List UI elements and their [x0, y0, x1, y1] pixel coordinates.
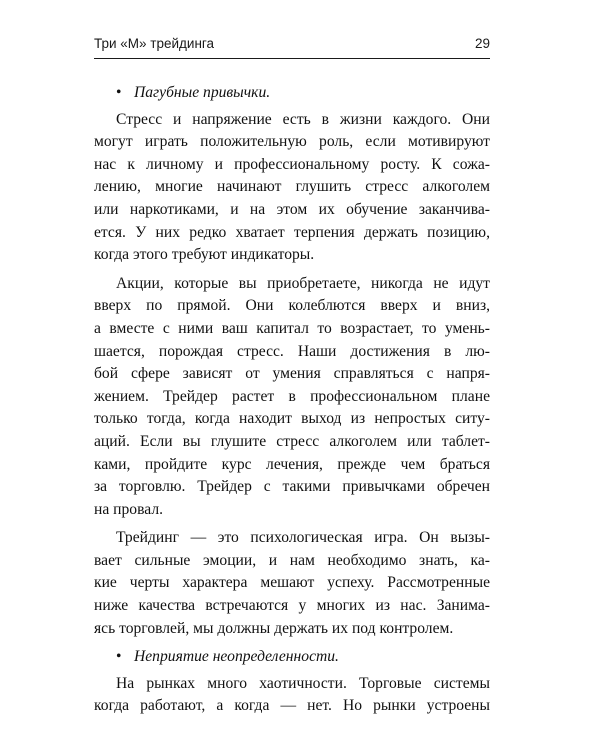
- bullet-icon: •: [116, 84, 122, 101]
- paragraph-line: только тогда, когда находит выход из непростых ситу-: [94, 410, 490, 428]
- paragraph-line: за торговлю. Трейдер с такими привычками обречен: [94, 478, 490, 496]
- paragraph-line: ется. У них редко хватает терпения держать позицию,: [94, 223, 490, 241]
- heading-text: Пагубные привычки.: [134, 84, 271, 101]
- paragraph-line: ниже качества встречаются у многих из нас. Занима-: [94, 597, 490, 615]
- paragraph-line: кие черты характера мешают успеху. Рассмотренные: [94, 574, 490, 592]
- page-number: 29: [474, 36, 490, 51]
- paragraph-line: когда этого требуют индикаторы.: [94, 246, 315, 264]
- section-heading-uncertainty: [94, 646, 490, 669]
- paragraph-line: Трейдинг — это психологическая игра. Он вызы-: [116, 529, 490, 547]
- paragraph-line: аций. Если вы глушите стресс алкоголем или таблет-: [94, 432, 490, 450]
- paragraph-line: на провал.: [94, 500, 163, 518]
- paragraph-line: вает сильные эмоции, и нам необходимо знать, ка-: [94, 551, 490, 569]
- paragraph-line: могут играть положительную роль, если мотивируют: [94, 133, 490, 151]
- body-text: [94, 82, 490, 718]
- paragraph-line: бой сфере зависят от умения справляться с напря-: [94, 365, 490, 383]
- paragraph-line: Акции, которые вы приобретаете, никогда не идут: [116, 274, 490, 292]
- paragraph-4: [94, 673, 490, 718]
- paragraph-line: когда работают, а когда — нет. Но рынки устроены: [94, 697, 490, 715]
- paragraph-line: вверх по прямой. Они колеблются вверх и вниз,: [94, 297, 490, 315]
- paragraph-line: Стресс и напряжение есть в жизни каждого. Они: [116, 110, 490, 128]
- paragraph-line: а вместе с ними ваш капитал то возрастает, то умень-: [94, 319, 490, 337]
- bullet-icon: •: [116, 648, 122, 666]
- paragraph-1: [94, 109, 490, 267]
- paragraph-2: [94, 273, 490, 522]
- section-heading-harmful-habits: [94, 82, 490, 105]
- paragraph-line: ками, пройдите курс лечения, прежде чем браться: [94, 455, 490, 473]
- paragraph-line: На рынках много хаотичности. Торговые системы: [116, 674, 490, 692]
- header-rule: [94, 58, 490, 59]
- paragraph-line: жением. Трейдер растет в профессиональном плане: [94, 387, 490, 405]
- running-head: [94, 36, 490, 58]
- heading-text: Неприятие неопределенности.: [134, 648, 339, 666]
- paragraph-line: лению, многие начинают глушить стресс алкоголем: [94, 178, 490, 196]
- paragraph-line: ясь торговлей, мы должны держать их под контролем.: [94, 619, 454, 637]
- chapter-title: Три «М» трейдинга: [94, 36, 215, 51]
- paragraph-line: шается, порождая стресс. Наши достижения в лю-: [94, 342, 490, 360]
- paragraph-line: или наркотиками, и на этом их обучение заканчива-: [94, 200, 490, 218]
- paragraph-3: [94, 527, 490, 640]
- paragraph-line: нас к личному и профессиональному росту. К сожа-: [94, 155, 490, 173]
